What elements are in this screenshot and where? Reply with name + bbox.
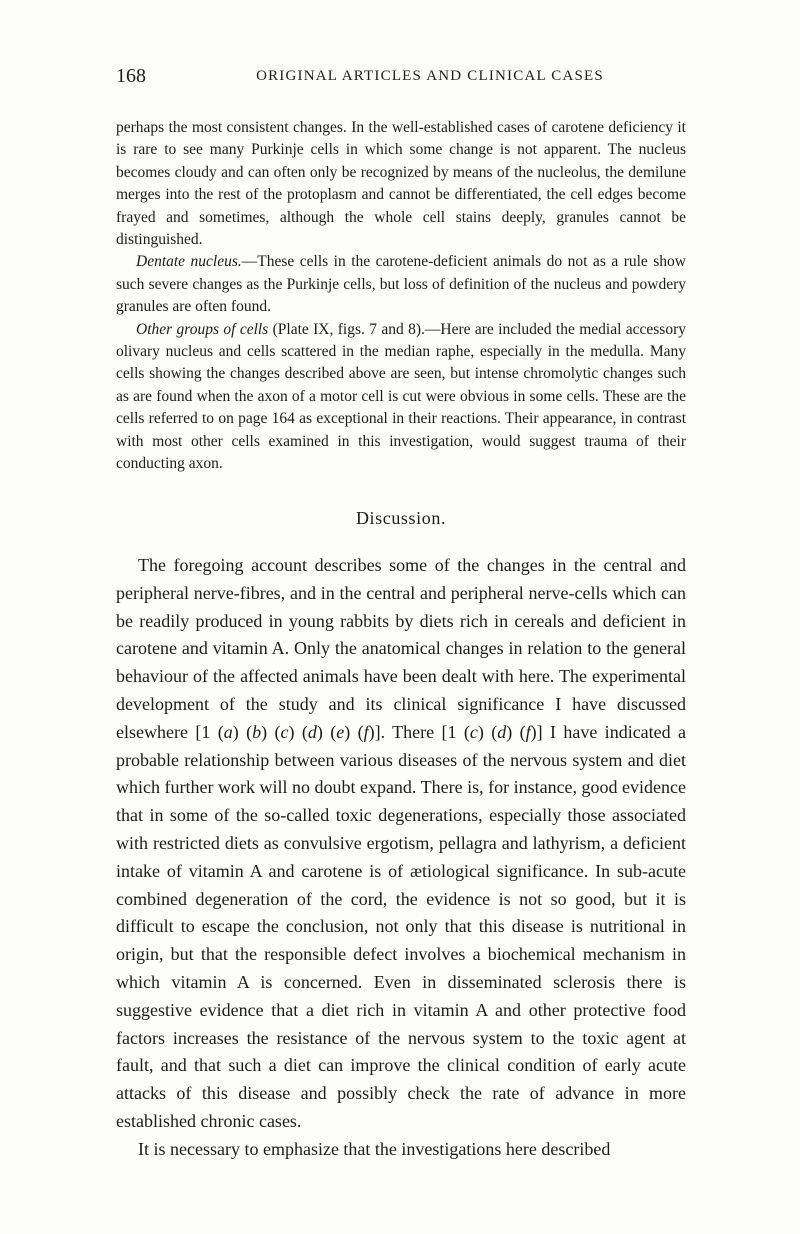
paragraph-purkinje: perhaps the most consistent changes. In the well-established cases of carotene deficiency it is rare to see many Purkinje cells in which some change is not apparent. The nucleus becomes cloudy and can often only be recognized by means of the nucleolus, the demilune merges into the rest of the protoplasm and cannot be differentiated, the cell edges become frayed and sometimes, although the whole cell stains deeply, granules cannot be distinguished. — [116, 119, 686, 249]
ref-f: f — [363, 721, 369, 742]
ref-c: c — [280, 721, 289, 742]
section-discussion — [116, 552, 686, 1164]
paragraph-discussion-2: It is necessary to emphasize that the investigations here described — [138, 1138, 611, 1159]
subheading-other-groups: Other groups of cells — [136, 320, 269, 338]
page-number: 168 — [116, 65, 146, 87]
ref-d-2: d — [497, 721, 507, 742]
ref-f-2: f — [525, 721, 531, 742]
paragraph-discussion-1: The foregoing account describes some of the changes in the central and peripheral nerve-fibres, and in the central and peripheral nerve-cells which can be readily produced in young rabbits by diets rich in cereals and deficient in carotene and vitamin A. Only the anatomical changes in relation to the general behaviour of the affected animals have been dealt with here. The experimental development of the study and its clinical significance I have discussed elsewhere [1 (a) (b) (c) (d) (e) (f)]. There [1 (c) (d) (f)] I have indicated a probable relationship between various diseases of the nervous system and diet which further work will no doubt expand. There is, for instance, good evidence that in some of the so-called toxic degenerations, especially those associated with restricted diets as convulsive ergotism, pellagra and lathyrism, a deficient intake of vitamin A and carotene is of ætiological significance. In sub-acute combined degeneration of the cord, the evidence is not so good, but it is difficult to escape the conclusion, not only that this disease is nutritional in origin, but that the responsible defect involves a biochemical mechanism in which vitamin A is concerned. Even in disseminated sclerosis there is suggestive evidence that a diet rich in vitamin A and other protective food factors increases the resistance of the nervous system to the toxic agent at fault, and that such a diet can improve the clinical condition of early acute attacks of this disease and possibly check the rate of advance in more established chronic cases. — [116, 555, 687, 1131]
ref-e: e — [336, 721, 345, 742]
paragraph-dentate: Dentate nucleus.—These cells in the carotene-deficient animals do not as a rule show such severe changes as the Purkinje cells, but loss of definition of the nucleus and powdery granules are often found. — [116, 253, 687, 316]
section-cell-changes — [116, 117, 686, 476]
ref-c-2: c — [469, 721, 478, 742]
subheading-dentate: Dentate nucleus. — [136, 253, 242, 271]
ref-a: a — [223, 721, 233, 742]
page-header — [116, 65, 686, 91]
section-heading-discussion: Discussion. — [355, 508, 447, 528]
running-head: ORIGINAL ARTICLES AND CLINICAL CASES — [256, 68, 604, 84]
paragraph-other-groups: Other groups of cells (Plate IX, figs. 7 and 8).—Here are included the medial accessory olivary nucleus and cells scattered in the median raphe, especially in the medulla. Many cells showing the changes described above are seen, but intense chromolytic changes such as are found when the axon of a motor cell is cut were obvious in some cells. These are the cells referred to on page 164 as exceptional in their reactions. Their appearance, in contrast with most other cells examined in this investigation, would suggest trauma of their conducting axon. — [116, 320, 686, 473]
ref-d: d — [307, 721, 317, 742]
ref-b: b — [252, 721, 262, 742]
